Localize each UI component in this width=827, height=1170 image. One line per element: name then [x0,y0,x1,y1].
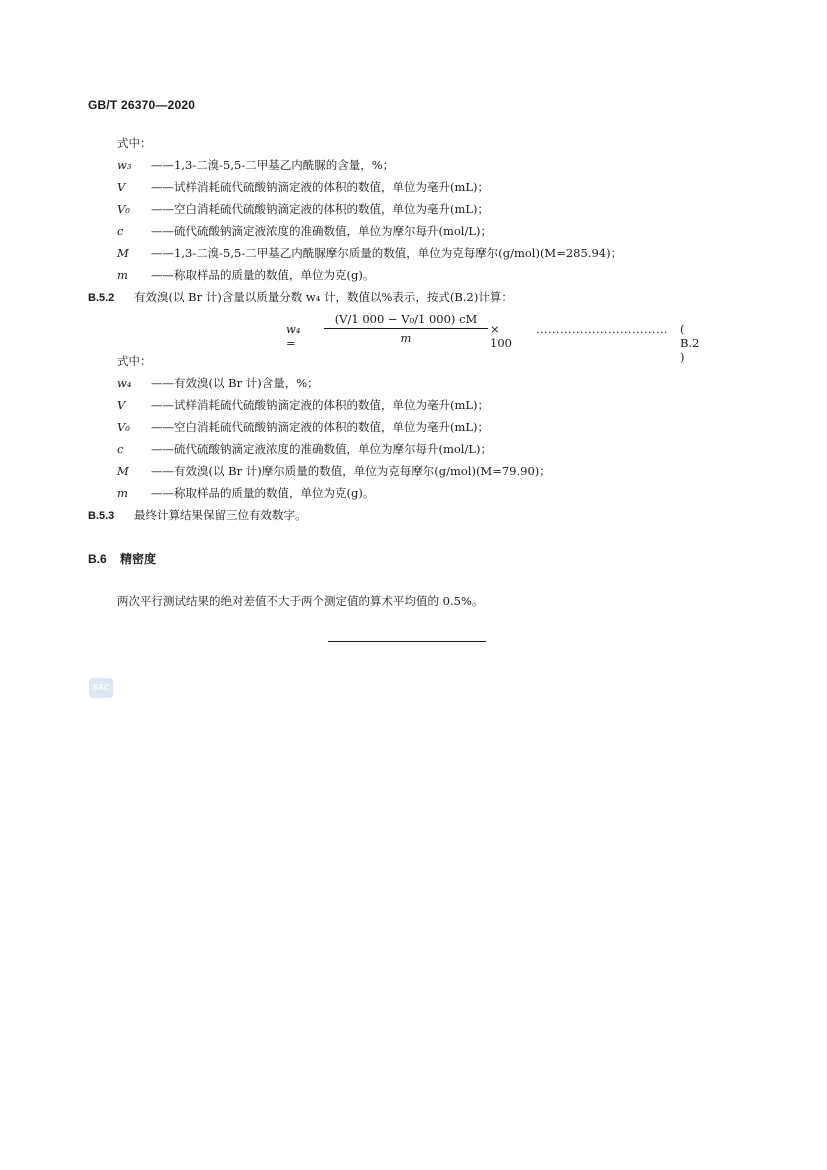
definition-line [117,376,319,390]
precision-paragraph: 两次平行测试结果的绝对差值不大于两个测定值的算术平均值的 0.5%。 [117,594,484,608]
definition-line [117,246,622,260]
section-title: 精密度 [120,552,157,566]
definition-line [117,202,489,216]
where-label: 式中： [117,354,152,368]
symbol: V [117,398,126,412]
symbol: M [117,246,129,260]
definition-text: ——试样消耗硫代硫酸钠滴定液的体积的数值，单位为毫升(mL)； [151,398,490,412]
symbol: c [117,442,124,456]
definition-line [117,224,492,238]
symbol: m [117,486,128,500]
section-number: B.6 [88,552,107,566]
clause-text: 有效溴(以 Br 计)含量以质量分数 w₄ 计，数值以%表示，按式(B.2)计算： [134,290,513,304]
clause-number: B.5.3 [88,510,115,522]
formula-numerator: (V/1 000 − V₀/1 000) cM [334,312,478,326]
definition-text: ——硫代硫酸钠滴定液浓度的准确数值，单位为摩尔每升(mol/L)； [151,224,492,238]
symbol: V₀ [117,202,130,216]
definition-line [117,158,394,172]
section-heading-b6 [88,550,156,567]
equation-number: ( B.2 ) [680,322,700,364]
definition-text: ——空白消耗硫代硫酸钠滴定液的体积的数值，单位为毫升(mL)； [151,420,490,434]
definition-text: ——称取样品的质量的数值，单位为克(g)。 [151,268,375,282]
definition-text: ——称取样品的质量的数值，单位为克(g)。 [151,486,375,500]
symbol: M [117,464,129,478]
definition-line [117,486,374,500]
definition-line [117,420,489,434]
symbol: V₀ [117,420,130,434]
symbol: m [117,268,128,282]
definition-line [117,442,492,456]
definition-text: ——空白消耗硫代硫酸钠滴定液的体积的数值，单位为毫升(mL)； [151,202,490,216]
formula-lhs: w₄ = [286,322,301,350]
definition-text: ——硫代硫酸钠滴定液浓度的准确数值，单位为摩尔每升(mol/L)； [151,442,492,456]
definition-line [117,464,551,478]
formula-rhs: × 100 [490,322,512,350]
end-rule [328,641,486,642]
clause-text: 最终计算结果保留三位有效数字。 [134,508,307,522]
definition-text: ——1,3-二溴-5,5-二甲基乙内酰脲摩尔质量的数值，单位为克每摩尔(g/mol)(M=285.94)； [151,246,623,260]
formula-fraction [324,312,488,345]
definition-line [117,398,489,412]
definition-text: ——1,3-二溴-5,5-二甲基乙内酰脲的含量，%； [151,158,395,172]
sac-logo: SAC [89,678,113,698]
formula-leader-dots: …………………………… [536,322,668,336]
definition-text: ——试样消耗硫代硫酸钠滴定液的体积的数值，单位为毫升(mL)； [151,180,490,194]
definition-text: ——有效溴(以 Br 计)含量，%； [151,376,319,390]
clause-b53 [88,508,307,523]
symbol: V [117,180,126,194]
where-label: 式中： [117,136,152,150]
symbol: w₃ [117,158,132,172]
clause-b52 [88,290,513,305]
fraction-bar [324,328,488,329]
clause-number: B.5.2 [88,292,115,304]
formula-denominator: m [400,331,412,345]
definition-text: ——有效溴(以 Br 计)摩尔质量的数值，单位为克每摩尔(g/mol)(M=79.90)； [151,464,551,478]
definition-line [117,180,489,194]
symbol: w₄ [117,376,132,390]
symbol: c [117,224,124,238]
standard-code: GB/T 26370—2020 [88,98,196,112]
definition-line [117,268,374,282]
